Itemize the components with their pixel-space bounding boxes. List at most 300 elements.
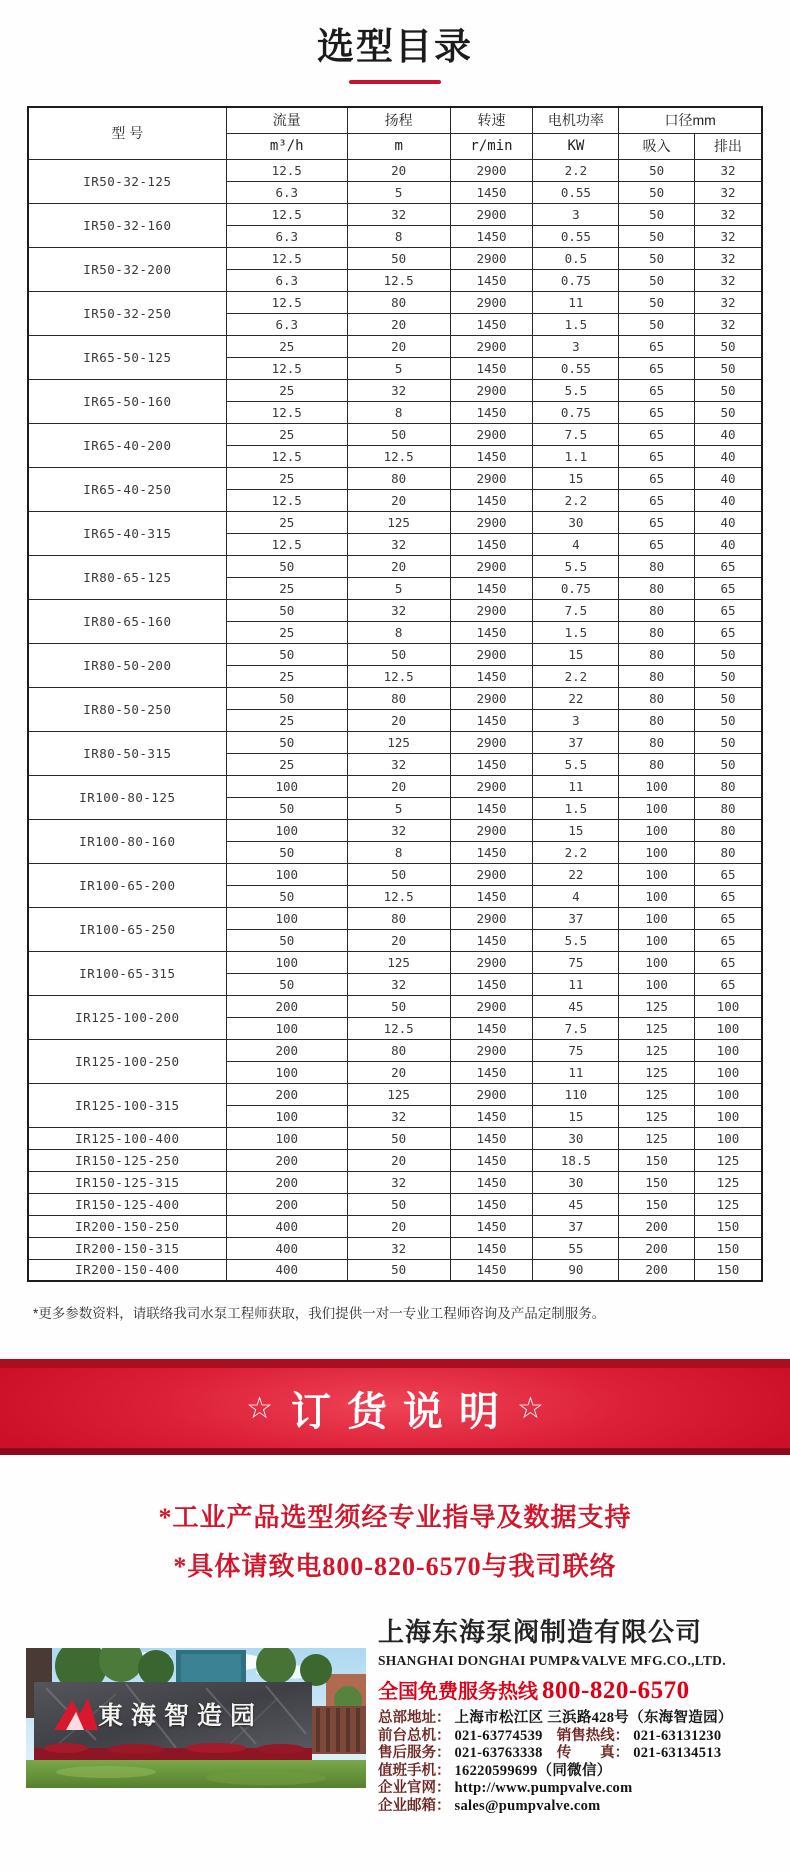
table-row [28,1193,762,1215]
spec-cell: 1450 [450,1237,533,1259]
spec-cell: 100 [226,863,347,885]
spec-cell: 400 [226,1215,347,1237]
spec-cell: 125 [694,1171,762,1193]
spec-cell: 1450 [450,533,533,555]
spec-cell: 5.5 [533,929,619,951]
spec-cell: 50 [619,291,695,313]
spec-cell: 50 [347,995,450,1017]
spec-cell: 32 [694,247,762,269]
spec-cell: 65 [694,863,762,885]
spec-cell: 1.5 [533,313,619,335]
spec-cell: 0.5 [533,247,619,269]
spec-cell: 3 [533,335,619,357]
spec-cell: 11 [533,973,619,995]
spec-cell: 125 [347,511,450,533]
spec-cell: 3 [533,709,619,731]
spec-cell: 2900 [450,1039,533,1061]
spec-cell: 30 [533,1127,619,1149]
spec-cell: 125 [619,1039,695,1061]
spec-cell: 50 [694,753,762,775]
spec-cell: 65 [619,401,695,423]
spec-cell: 150 [694,1259,762,1281]
model-cell: IR125-100-400 [28,1127,226,1149]
spec-cell: 8 [347,621,450,643]
spec-cell: 1450 [450,1171,533,1193]
spec-cell: 1.5 [533,621,619,643]
col-header-speed: 转速 [450,107,533,133]
selection-table [27,106,763,1282]
spec-cell: 2900 [450,511,533,533]
spec-cell: 65 [619,423,695,445]
star-icon: ☆ [517,1391,544,1425]
contact-row [378,1728,778,1746]
spec-cell: 1.1 [533,445,619,467]
spec-cell: 1450 [450,1259,533,1281]
spec-cell: 20 [347,1149,450,1171]
spec-cell: 2900 [450,907,533,929]
spec-cell: 90 [533,1259,619,1281]
model-cell: IR50-32-250 [28,291,226,335]
contact-value: 021-63763338 [454,1745,543,1762]
spec-cell: 400 [226,1259,347,1281]
spec-cell: 80 [694,797,762,819]
slogan-block [0,1493,790,1591]
spec-cell: 8 [347,225,450,247]
spec-cell: 50 [347,423,450,445]
spec-cell: 80 [619,621,695,643]
spec-cell: 12.5 [226,357,347,379]
contact-value: 021-63774539 [454,1727,543,1744]
spec-cell: 40 [694,511,762,533]
spec-cell: 50 [226,643,347,665]
slogan-line-1: *工业产品选型须经专业指导及数据支持 [158,1503,632,1532]
contact-list [378,1710,778,1816]
spec-cell: 65 [619,511,695,533]
spec-cell: 32 [347,973,450,995]
spec-cell: 1450 [450,1105,533,1127]
spec-cell: 2.2 [533,841,619,863]
spec-cell: 125 [619,1105,695,1127]
spec-cell: 50 [347,1127,450,1149]
spec-cell: 65 [694,577,762,599]
spec-cell: 65 [694,929,762,951]
spec-cell: 2900 [450,555,533,577]
spec-cell: 30 [533,1171,619,1193]
contact-label: 企业官网： [378,1780,451,1797]
spec-cell: 100 [226,1061,347,1083]
spec-cell: 100 [226,775,347,797]
company-name-cn: 上海东海泵阀制造有限公司 [378,1617,703,1647]
spec-cell: 5 [347,577,450,599]
spec-cell: 5 [347,181,450,203]
company-info [378,1612,778,1816]
spec-cell: 1450 [450,973,533,995]
table-row [28,643,762,665]
spec-cell: 7.5 [533,599,619,621]
spec-cell: 125 [619,1061,695,1083]
spec-cell: 40 [694,423,762,445]
spec-cell: 100 [694,995,762,1017]
spec-cell: 45 [533,995,619,1017]
spec-cell: 0.75 [533,269,619,291]
spec-cell: 5.5 [533,753,619,775]
spec-cell: 15 [533,819,619,841]
spec-cell: 1450 [450,181,533,203]
hotline-label: 全国免费服务热线 [378,1681,538,1703]
spec-cell: 80 [694,775,762,797]
table-row [28,467,762,489]
spec-cell: 32 [694,313,762,335]
contact-value: sales@pumpvalve.com [454,1797,601,1814]
table-row [28,423,762,445]
spec-cell: 1.5 [533,797,619,819]
spec-cell: 65 [619,379,695,401]
spec-cell: 12.5 [226,159,347,181]
spec-cell: 25 [226,753,347,775]
spec-cell: 50 [226,973,347,995]
spec-cell: 65 [694,951,762,973]
spec-cell: 8 [347,401,450,423]
selection-table-body [28,159,762,1281]
spec-cell: 12.5 [347,1017,450,1039]
spec-cell: 32 [347,533,450,555]
spec-cell: 80 [619,709,695,731]
unit-power: KW [533,133,619,159]
spec-cell: 12.5 [347,445,450,467]
spec-cell: 40 [694,445,762,467]
spec-cell: 2900 [450,951,533,973]
spec-cell: 1450 [450,577,533,599]
spec-cell: 0.55 [533,357,619,379]
spec-cell: 50 [226,599,347,621]
banner-top-strip [0,1359,790,1368]
spec-cell: 18.5 [533,1149,619,1171]
spec-cell: 0.55 [533,181,619,203]
spec-cell: 125 [347,1083,450,1105]
spec-cell: 1450 [450,357,533,379]
spec-cell: 65 [619,445,695,467]
col-header-suction: 吸入 [619,133,695,159]
spec-cell: 200 [226,1039,347,1061]
contact-row [378,1763,778,1781]
spec-cell: 2900 [450,379,533,401]
model-cell: IR100-80-125 [28,775,226,819]
model-cell: IR100-65-250 [28,907,226,951]
spec-cell: 100 [694,1017,762,1039]
spec-cell: 1450 [450,929,533,951]
spec-cell: 80 [347,687,450,709]
page-title: 选型目录 [317,26,473,67]
spec-cell: 80 [694,841,762,863]
spec-cell: 5.5 [533,379,619,401]
contact-value: 16220599699（同微信） [454,1762,612,1779]
model-cell: IR200-150-315 [28,1237,226,1259]
spec-cell: 6.3 [226,313,347,335]
spec-cell: 1450 [450,841,533,863]
spec-cell: 50 [619,269,695,291]
spec-cell: 1450 [450,621,533,643]
spec-cell: 50 [226,555,347,577]
banner-main [0,1368,790,1448]
spec-cell: 6.3 [226,269,347,291]
spec-cell: 20 [347,335,450,357]
spec-cell: 80 [347,1039,450,1061]
contact-value: 上海市松江区 三浜路428号（东海智造园） [454,1710,733,1726]
spec-cell: 100 [694,1127,762,1149]
table-row [28,555,762,577]
spec-cell: 25 [226,423,347,445]
spec-cell: 2900 [450,687,533,709]
table-row [28,291,762,313]
spec-cell: 80 [347,907,450,929]
table-row [28,995,762,1017]
spec-cell: 100 [619,907,695,929]
spec-cell: 6.3 [226,225,347,247]
spec-cell: 100 [694,1105,762,1127]
spec-cell: 55 [533,1237,619,1259]
contact-row [378,1710,778,1728]
spec-cell: 6.3 [226,181,347,203]
table-row [28,203,762,225]
spec-cell: 12.5 [226,445,347,467]
spec-cell: 50 [347,1193,450,1215]
spec-cell: 20 [347,929,450,951]
table-row [28,1127,762,1149]
spec-cell: 25 [226,335,347,357]
hotline-number: 800-820-6570 [542,1677,690,1704]
table-row [28,775,762,797]
spec-cell: 25 [226,577,347,599]
contact-label: 企业邮箱： [378,1797,451,1814]
spec-cell: 150 [694,1237,762,1259]
spec-cell: 37 [533,907,619,929]
spec-cell: 50 [347,863,450,885]
spec-cell: 125 [694,1193,762,1215]
spec-cell: 32 [347,1105,450,1127]
spec-cell: 25 [226,709,347,731]
spec-cell: 11 [533,775,619,797]
spec-cell: 50 [619,313,695,335]
table-row [28,159,762,181]
model-cell: IR65-50-160 [28,379,226,423]
spec-cell: 2900 [450,1083,533,1105]
model-cell: IR100-80-160 [28,819,226,863]
unit-speed: r/min [450,133,533,159]
spec-cell: 2900 [450,863,533,885]
contact-value: http://www.pumpvalve.com [454,1780,633,1797]
spec-cell: 100 [619,951,695,973]
spec-cell: 2900 [450,247,533,269]
spec-cell: 1450 [450,489,533,511]
table-row [28,335,762,357]
spec-cell: 80 [347,291,450,313]
spec-cell: 12.5 [347,885,450,907]
spec-cell: 12.5 [226,291,347,313]
spec-cell: 50 [226,797,347,819]
spec-cell: 200 [619,1215,695,1237]
model-cell: IR65-50-125 [28,335,226,379]
col-header-diameter: 口径mm [619,107,762,133]
spec-cell: 50 [694,687,762,709]
spec-cell: 1450 [450,753,533,775]
model-cell: IR50-32-200 [28,247,226,291]
spec-cell: 4 [533,533,619,555]
spec-cell: 1450 [450,665,533,687]
contact-label: 值班手机： [378,1762,451,1779]
spec-cell: 50 [694,379,762,401]
spec-cell: 2900 [450,335,533,357]
spec-cell: 80 [619,577,695,599]
spec-cell: 50 [694,357,762,379]
spec-cell: 65 [619,467,695,489]
spec-cell: 2900 [450,599,533,621]
spec-cell: 32 [347,1237,450,1259]
spec-cell: 25 [226,511,347,533]
spec-cell: 2.2 [533,665,619,687]
spec-cell: 1450 [450,1215,533,1237]
spec-cell: 15 [533,643,619,665]
model-cell: IR65-40-250 [28,467,226,511]
factory-photo [26,1648,366,1788]
spec-cell: 20 [347,1061,450,1083]
spec-cell: 12.5 [226,533,347,555]
model-cell: IR200-150-250 [28,1215,226,1237]
spec-cell: 50 [226,731,347,753]
spec-cell: 80 [619,555,695,577]
spec-cell: 50 [619,181,695,203]
spec-cell: 125 [619,1127,695,1149]
spec-cell: 20 [347,313,450,335]
spec-cell: 80 [619,731,695,753]
spec-cell: 100 [226,1127,347,1149]
spec-cell: 200 [226,1149,347,1171]
spec-cell: 65 [694,555,762,577]
spec-cell: 80 [347,467,450,489]
spec-cell: 1450 [450,313,533,335]
spec-cell: 200 [226,1171,347,1193]
spec-cell: 20 [347,1215,450,1237]
spec-cell: 40 [694,533,762,555]
spec-cell: 12.5 [347,665,450,687]
spec-cell: 100 [619,885,695,907]
spec-cell: 50 [226,687,347,709]
spec-cell: 100 [619,819,695,841]
contact-label: 销售热线： [556,1727,630,1744]
spec-cell: 12.5 [226,489,347,511]
spec-cell: 30 [533,511,619,533]
unit-head: m [347,133,450,159]
spec-cell: 100 [619,973,695,995]
table-row [28,1039,762,1061]
spec-cell: 80 [619,643,695,665]
spec-cell: 75 [533,951,619,973]
spec-cell: 2900 [450,643,533,665]
spec-cell: 400 [226,1237,347,1259]
spec-cell: 1450 [450,445,533,467]
col-header-power: 电机功率 [533,107,619,133]
spec-cell: 15 [533,1105,619,1127]
table-row [28,379,762,401]
contact-label: 前台总机： [378,1727,451,1744]
spec-cell: 22 [533,687,619,709]
model-cell: IR200-150-400 [28,1259,226,1281]
spec-cell: 50 [226,929,347,951]
spec-cell: 1450 [450,1193,533,1215]
hotline-row [378,1675,778,1705]
spec-cell: 25 [226,379,347,401]
table-row [28,511,762,533]
spec-cell: 65 [694,621,762,643]
spec-cell: 32 [347,203,450,225]
col-header-flow: 流量 [226,107,347,133]
spec-cell: 125 [619,995,695,1017]
table-row [28,1149,762,1171]
banner-title: 订货说明 [291,1389,515,1434]
spec-cell: 50 [226,885,347,907]
table-row [28,599,762,621]
spec-cell: 32 [694,159,762,181]
contact-row [378,1745,778,1763]
spec-cell: 65 [619,357,695,379]
spec-cell: 80 [619,665,695,687]
spec-cell: 50 [694,643,762,665]
spec-cell: 8 [347,841,450,863]
spec-cell: 0.75 [533,401,619,423]
spec-cell: 100 [619,841,695,863]
contact-label: 售后服务： [378,1745,451,1762]
spec-cell: 100 [619,797,695,819]
park-sign-text: 東海智造园 [98,1703,264,1730]
spec-cell: 50 [619,225,695,247]
spec-cell: 2900 [450,775,533,797]
spec-cell: 110 [533,1083,619,1105]
spec-cell: 32 [347,819,450,841]
model-cell: IR125-100-200 [28,995,226,1039]
spec-cell: 20 [347,159,450,181]
col-header-head: 扬程 [347,107,450,133]
spec-cell: 80 [619,599,695,621]
table-row [28,1259,762,1281]
table-row [28,863,762,885]
table-row [28,1083,762,1105]
spec-cell: 65 [694,973,762,995]
spec-cell: 15 [533,467,619,489]
spec-cell: 50 [226,841,347,863]
spec-cell: 2900 [450,731,533,753]
spec-cell: 0.75 [533,577,619,599]
spec-cell: 22 [533,863,619,885]
model-cell: IR80-65-125 [28,555,226,599]
spec-cell: 1450 [450,401,533,423]
spec-cell: 20 [347,489,450,511]
spec-cell: 50 [347,247,450,269]
star-icon: ☆ [246,1391,273,1425]
spec-cell: 200 [226,995,347,1017]
table-row [28,951,762,973]
table-row [28,1237,762,1259]
spec-cell: 50 [694,401,762,423]
spec-cell: 150 [694,1215,762,1237]
spec-cell: 50 [347,643,450,665]
spec-cell: 32 [694,181,762,203]
spec-cell: 125 [619,1083,695,1105]
order-banner [0,1359,790,1455]
spec-cell: 80 [619,687,695,709]
spec-cell: 40 [694,489,762,511]
spec-cell: 1450 [450,1127,533,1149]
spec-cell: 7.5 [533,1017,619,1039]
contact-value: 021-63131230 [633,1727,722,1744]
